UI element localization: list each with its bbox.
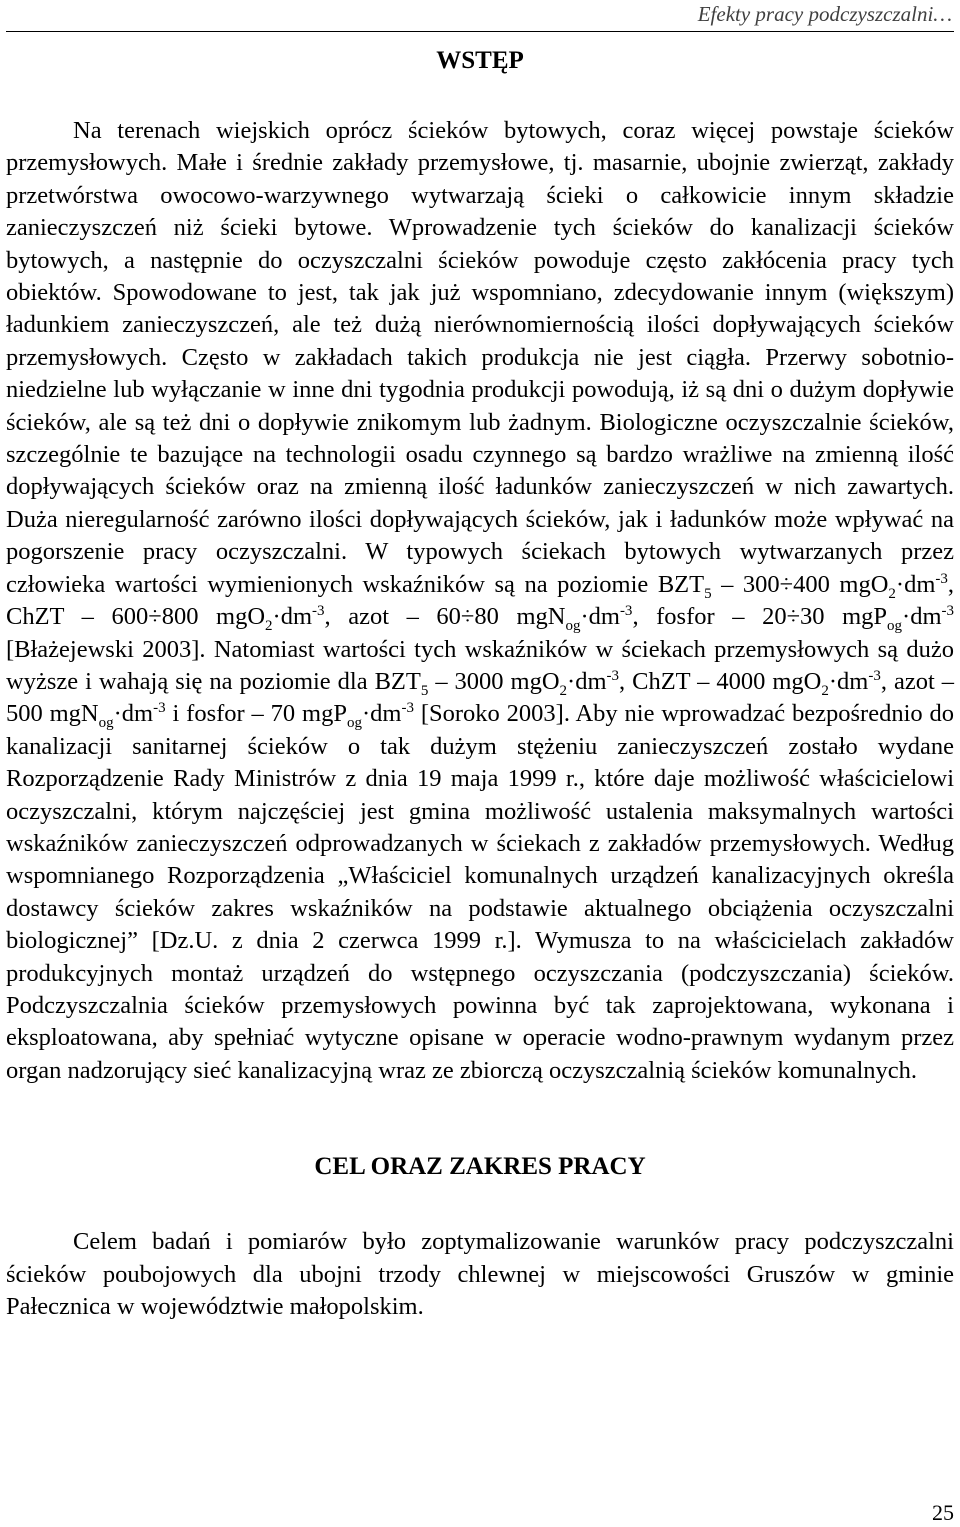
subscript: og: [565, 617, 581, 634]
aims-paragraph: Celem badań i pomiarów było zoptymalizowanie warunków pracy podczyszczalni ścieków poubojowych dla ubojni trzody chlewnej w miejscowości Gruszów w gminie Pałecznica w województwie małopolskim.: [6, 1228, 954, 1320]
subscript: 2: [888, 585, 896, 602]
page-content: [6, 45, 954, 1323]
superscript: -3: [153, 700, 166, 717]
text-run: ·dm: [272, 603, 312, 631]
subscript: 5: [420, 682, 429, 699]
text-run: ·dm: [828, 667, 869, 695]
section-heading-aims: CEL ORAZ ZAKRES PRACY: [314, 1153, 646, 1181]
superscript: -3: [868, 667, 881, 684]
text-run: , ChZT – 600÷800 mgO: [6, 570, 954, 631]
text-run: – 3000 mgO: [428, 667, 560, 695]
subscript: og: [347, 715, 362, 732]
text-run: , azot – 500 mgN: [6, 667, 954, 728]
header-rule: [6, 31, 954, 32]
text-run: Na terenach wiejskich oprócz ścieków bytowych, coraz więcej powstaje ścieków przemysłowych. Małe i średnie zakłady przemysłowe, tj. masarnie, ubojnie zwierząt, zakłady przetwórstwa owocowo-warzywnego wytwarzają ścieki o całkowicie innym składzie zanieczyszczeń niż ścieki bytowe. Wprowadzenie tych ścieków do kanalizacji ścieków bytowych, a następnie do oczyszczalni ścieków powoduje często zakłócenia pracy tych obiektów. Spowodowane to jest, tak jak już wspomniano, zdecydowanie innym (większym) ładunkiem zanieczyszczeń, ale też dużą nierównomiernością ilości dopływających ścieków przemysłowych. Często w zakładach takich produkcja nie jest ciągła. Przerwy sobotnio-niedzielne lub wyłączanie w inne dni tygodnia produkcji powodują, iż są dni o dużym dopływie ścieków, ale są też dni o dopływie znikomym lub żadnym. Biologiczne oczyszczalnie ścieków, szczególnie te bazujące na technologii osadu czynnego są bardzo wrażliwe na zmienną ilość dopływających ścieków oraz na zmienną ilość ładunków zanieczyszczeń w nich zawartych. Duża nieregularność zarówno ilości dopływających ścieków, jak i ładunków może wpływać na pogorszenie pracy oczyszczalni. W typowych ściekach bytowych wytwarzanych przez człowieka wartości wymienionych wskaźników są na poziomie BZT: [6, 117, 954, 598]
text-run: , ChZT – 4000 mgO: [619, 667, 822, 695]
subscript: og: [98, 715, 114, 732]
subscript: 2: [559, 682, 568, 699]
text-run: [Soroko 2003]. Aby nie wprowadzać bezpośrednio do kanalizacji sanitarnej ścieków o tak dużym stężeniu zanieczyszczeń zostało wydane Rozporządzenie Rady Ministrów z dnia 19 maja 1999 r., które daje możliwość właścicielowi oczyszczalni, którym najczęściej jest gmina możliwość ustalenia maksymalnych wartości wskaźników zanieczyszczeń odprowadzanych w ściekach z zakładów przemysłowych. Według wspomnianego Rozporządzenia „Właściciel komunalnych urządzeń kanalizacyjnych określa dostawcy ścieków zakres wskaźników na podstawie aktualnego obciążenia oczyszczalni biologicznej” [Dz.U. z dnia 2 czerwca 1999 r.]. Wymusza to na właścicielach zakładów produkcyjnych montaż urządzeń do wstępnego oczyszczania (podczyszczania) ścieków. Podczyszczalnia ścieków przemysłowych powinna być tak zaprojektowana, wykonana i eksploatowana, aby spełniać wytyczne opisane w operacie wodno-prawnym wydanym przez organ nadzorujący sieć kanalizacyjną wraz ze zbiorczą oczyszczalnią ścieków komunalnych.: [6, 700, 955, 1084]
spacer: [6, 1183, 954, 1226]
text-run: ·dm: [113, 700, 154, 728]
superscript: -3: [941, 602, 955, 619]
text-run: ·dm: [895, 570, 936, 598]
subscript: 2: [265, 617, 273, 634]
text-run: ·dm: [567, 667, 607, 695]
superscript: -3: [935, 570, 948, 587]
text-run: i fosfor – 70 mgP: [165, 700, 347, 728]
superscript: -3: [619, 602, 633, 619]
text-run: – 300÷400 mgO: [711, 570, 889, 598]
superscript: -3: [312, 602, 325, 619]
spacer: [6, 1087, 954, 1151]
text-run: ·dm: [902, 603, 942, 631]
subscript: 2: [821, 682, 829, 699]
intro-paragraph: [6, 115, 954, 1087]
text-run: ·dm: [362, 700, 402, 728]
running-header: Efekty pracy podczyszczalni…: [697, 2, 952, 26]
text-run: [Błażejewski 2003]. Natomiast wartości tych wskaźników w ściekach przemysłowych są dużo wyższe i wahają się na poziomie dla BZT: [6, 635, 954, 695]
text-run: , azot – 60÷80 mgN: [324, 603, 566, 631]
subscript: og: [887, 617, 903, 634]
text-run: , fosfor – 20÷30 mgP: [632, 603, 888, 631]
spacer: [6, 77, 954, 115]
subscript: 5: [704, 585, 712, 602]
superscript: -3: [401, 700, 414, 717]
section-heading-intro: WSTĘP: [436, 47, 524, 74]
text-run: ·dm: [580, 603, 620, 631]
page-number: 25: [932, 1500, 954, 1525]
superscript: -3: [606, 667, 619, 684]
